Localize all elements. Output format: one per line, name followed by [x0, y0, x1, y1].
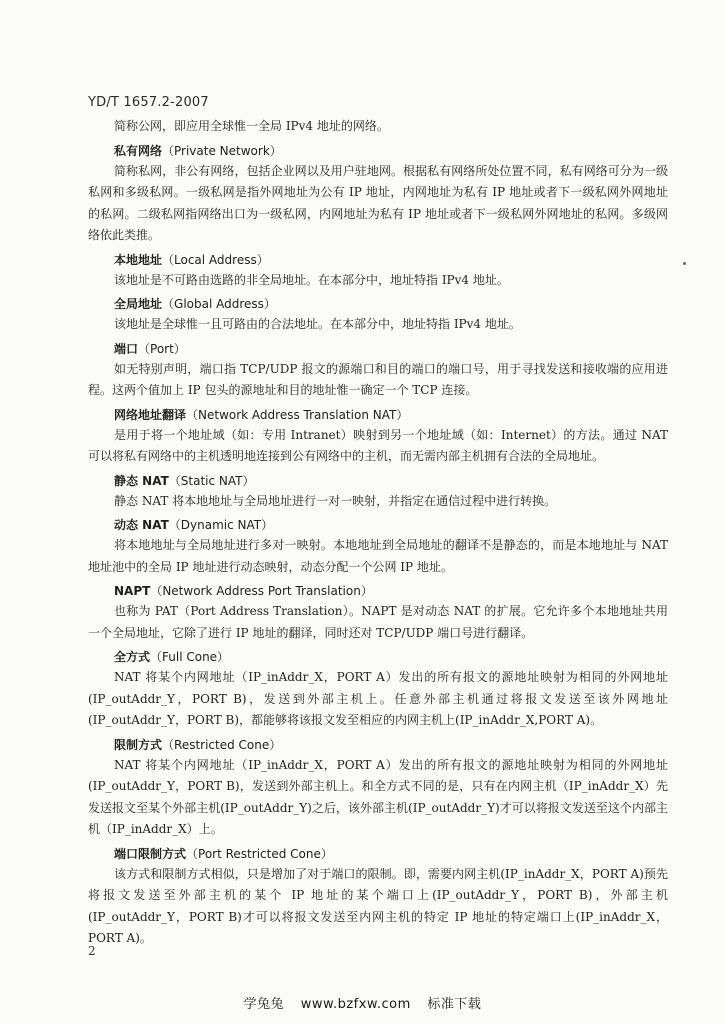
paragraph: 是用于将一个地址域（如：专用 Intranet）映射到另一个地址域（如：Internet）的方法。通过 NAT 可以将私有网络中的主机透明地连接到公有网络中的主机，而无需内部主机拥有合法的全局地址。 [88, 427, 668, 463]
footer-url[interactable]: www.bzfxw.com [300, 997, 411, 1012]
paragraph: NAT 将某个内网地址（IP_inAddr_X，PORT A）发出的所有报文的源地址映射为相同的外网地址(IP_outAddr_Y，PORT B)，发送到外部主机上。和全方式不同的是，只有在内网主机（IP_inAddr_X）先发送报文至某个外部主机(IP_outAddr_Y)之后，该外部主机(IP_outAddr_Y)才可以将报文发送至这个内部主机（IP_inAddr_X）上。 [88, 757, 668, 836]
term-english: （Global Address） [162, 297, 276, 311]
term-chinese: 私有网络 [114, 143, 163, 158]
term-chinese: 全局地址 [114, 297, 163, 311]
scan-speck [683, 262, 686, 265]
paragraph: 该方式和限制方式相似，只是增加了对于端口的限制。即，需要内网主机(IP_inAddr_X，PORT A)预先将报文发送至外部主机的某个 IP 地址的某个端口上(IP_outAddr_Y，PORT B)，外部主机(IP_outAddr_Y，PORT B)才可以将报文发送至内网主机的特定 IP 地址的特定端口上(IP_inAddr_X，PORT A)。 [88, 866, 668, 945]
term-chinese: 端口 [114, 341, 139, 356]
watermark-footer [0, 993, 725, 1012]
term-english: （Static NAT） [168, 473, 255, 488]
term-english: （Private Network） [162, 143, 282, 158]
term-heading [88, 647, 668, 667]
term-chinese: NAPT [114, 584, 151, 598]
paragraph: 也称为 PAT（Port Address Translation）。NAPT 是对动态 NAT 的扩展。它允许多个本地地址共用一个全局地址，它除了进行 IP 地址的翻译，同时还对 TCP/UDP 端口号进行翻译。 [88, 604, 668, 640]
term-heading [88, 339, 668, 359]
term-heading [88, 250, 668, 270]
term-chinese: 网络地址翻译 [114, 407, 187, 422]
standard-code-header: YD/T 1657.2-2007 [88, 95, 209, 110]
document-body [88, 116, 668, 950]
term-heading [88, 581, 668, 601]
term-english: （Dynamic NAT） [168, 518, 274, 532]
page-number: 2 [88, 944, 96, 958]
term-chinese: 全方式 [114, 650, 151, 664]
term-english: （Port Restricted Cone） [186, 846, 333, 861]
term-english: （Local Address） [162, 252, 269, 267]
term-heading [88, 735, 668, 755]
term-heading [88, 141, 668, 161]
term-english: （Full Cone） [150, 650, 230, 664]
term-heading [88, 294, 668, 314]
footer-site-name: 学兔兔 [243, 997, 285, 1012]
term-chinese: 静态 NAT [114, 473, 169, 488]
term-chinese: 端口限制方式 [114, 846, 187, 861]
paragraph: 将本地地址与全局地址进行多对一映射。本地地址到全局地址的翻译不是静态的，而是本地地址与 NAT 地址池中的全局 IP 地址进行动态映射，动态分配一个公网 IP 地址。 [88, 538, 668, 574]
term-heading [88, 471, 668, 491]
paragraph: 该地址是不可路由选路的非全局地址。在本部分中，地址特指 IPv4 地址。 [114, 272, 509, 287]
paragraph: NAT 将某个内网地址（IP_inAddr_X，PORT A）发出的所有报文的源地址映射为相同的外网地址(IP_outAddr_Y，PORT B)，发送到外部主机上。任意外部主机通过将报文发送至该外网地址(IP_outAddr_Y，PORT B)，都能够将该报文发至相应的内网主机上(IP_inAddr_X,PORT A)。 [88, 670, 668, 727]
paragraph: 静态 NAT 将本地地址与全局地址进行一对一映射，并指定在通信过程中进行转换。 [114, 493, 557, 508]
term-chinese: 限制方式 [114, 737, 163, 752]
footer-tagline: 标准下载 [427, 997, 482, 1012]
paragraph: 如无特别声明，端口指 TCP/UDP 报文的源端口和目的端口的端口号，用于寻找发送和接收端的应用进程。这两个值加上 IP 包头的源地址和目的地址惟一确定一个 TCP 连接。 [88, 361, 668, 397]
term-english: （Network Address Translation NAT） [186, 407, 409, 422]
term-english: （Port） [138, 341, 186, 356]
term-chinese: 本地地址 [114, 252, 163, 267]
term-heading [88, 405, 668, 425]
term-english: （Restricted Cone） [162, 737, 282, 752]
term-english: （Network Address Port Translation） [150, 584, 373, 598]
term-heading [88, 515, 668, 535]
paragraph: 简称私网，非公有网络，包括企业网以及用户驻地网。根据私有网络所处位置不同，私有网络可分为一级私网和多级私网。一级私网是指外网地址为公有 IP 地址，内网地址为私有 IP 地址或者下一级私网外网地址的私网。二级私网指网络出口为一级私网，内网地址为私有 IP 地址或者下一级私网外网地址的私网。多级网络依此类推。 [88, 163, 668, 242]
paragraph: 简称公网，即应用全球惟一全局 IPv4 地址的网络。 [114, 119, 389, 133]
paragraph: 该地址是全球惟一且可路由的合法地址。在本部分中，地址特指 IPv4 地址。 [114, 317, 521, 331]
term-heading [88, 844, 668, 864]
term-chinese: 动态 NAT [114, 518, 169, 532]
